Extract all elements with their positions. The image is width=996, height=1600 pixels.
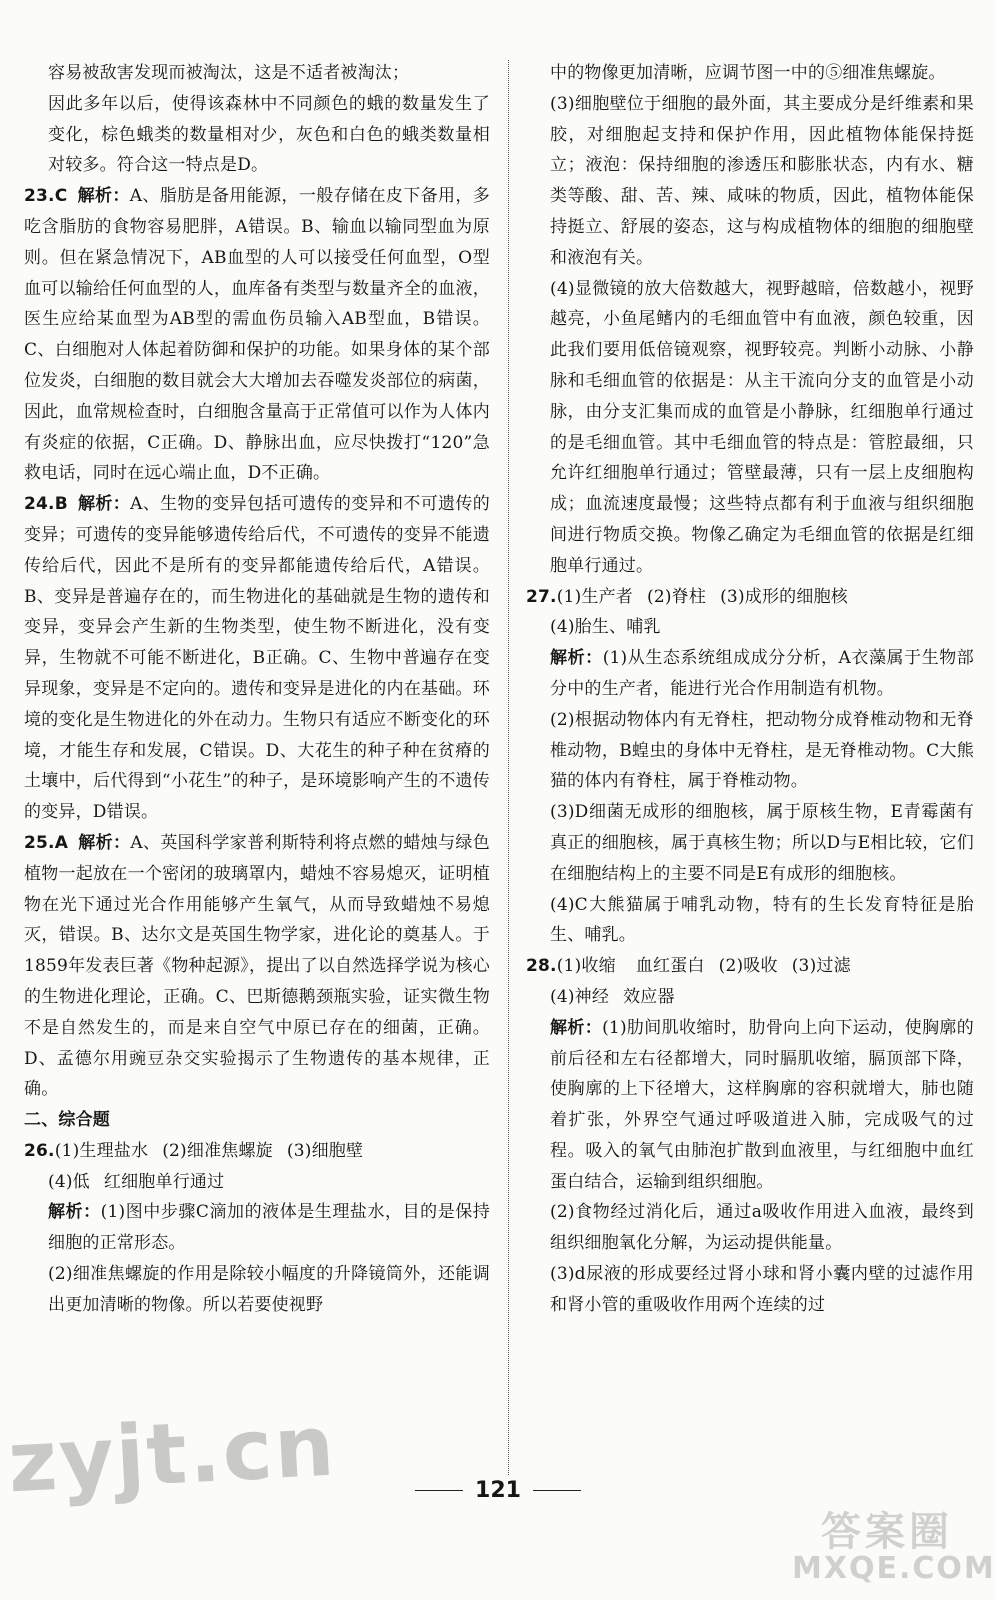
column-divider (508, 60, 509, 1475)
answers-line (526, 612, 974, 643)
analysis-text: (3)d尿液的形成要经过肾小球和肾小囊内壁的过滤作用和肾小管的重吸收作用两个连续的过 (550, 1264, 974, 1315)
analysis-text: A、英国科学家普利斯特利将点燃的蜡烛与绿色植物一起放在一个密闭的玻璃罩内，蜡烛不容易熄灭，证明植物在光下通过光合作用能够产生氧气，从而导致蜡烛不易熄灭，错误。B、达尔文是英国生物学家，进化论的奠基人。于1859年发表巨著《物种起源》，提出了以自然选择学说为核心的生物进化理论，正确。C、巴斯德鹅颈瓶实验，证实微生物不是自然发生的，而是来自空气中原已存在的细菌，正确。D、孟德尔用豌豆杂交实验揭示了生物遗传的基本规律，正确。 (24, 832, 490, 1100)
answers-line (24, 1136, 490, 1167)
answer-blank: (1)生产者 (556, 586, 633, 607)
left-column (24, 58, 490, 1321)
analysis-text: 中的物像更加清晰，应调节图一中的⑤细准焦螺旋。 (550, 63, 946, 83)
question-27 (526, 582, 974, 952)
answer-blank: (3)成形的细胞核 (720, 586, 848, 607)
answer-blank: (2)脊柱 (647, 586, 707, 607)
footer-rule-left (415, 1490, 463, 1491)
answers-line (24, 1167, 490, 1198)
analysis-label: 解析： (48, 1202, 101, 1223)
right-column (526, 58, 974, 1321)
answer-blank: (2)吸收 (718, 956, 778, 977)
answers-line (526, 582, 974, 613)
answer-blank: (4)神经 (550, 986, 610, 1007)
question-number: 23. (24, 186, 55, 207)
section-heading: 二、综合题 (24, 1110, 110, 1131)
answers-line (526, 951, 974, 982)
text-line: 因此多年以后，使得该森林中不同颜色的蛾的数量发生了变化，棕色蛾类的数量相对少，灰色和白色的蛾类数量相对较多。符合这一特点是D。 (48, 93, 490, 176)
analysis-label: 解析： (78, 832, 131, 853)
analysis-block (24, 1197, 490, 1320)
analysis-text: (1)肋间肌收缩时，肋骨向上向下运动，使胸廓的前后径和左右径都增大，同时膈肌收缩，膈顶部下降，使胸廓的上下径增大，这样胸廓的容积就增大，肺也随着扩张，外界空气通过呼吸道进入肺，完成吸气的过程。吸入的氧气由肺泡扩散到血液里，与红细胞中血红蛋白结合，运输到组织细胞。 (550, 1017, 974, 1192)
analysis-text: (1)从生态系统组成成分分析，A衣藻属于生物部分中的生产者，能进行光合作用制造有机物。 (550, 648, 974, 699)
answer-letter: B (54, 494, 68, 515)
continued-paragraph (526, 58, 974, 582)
analysis-block (526, 1013, 974, 1321)
answer-letter: A (54, 832, 69, 853)
question-24 (24, 489, 490, 828)
watermark-zyjt: zyjt.cn (5, 1396, 339, 1512)
answer-blank: (1)生理盐水 (54, 1140, 149, 1161)
analysis-label: 解析： (77, 186, 130, 207)
analysis-text: (4)显微镜的放大倍数越大，视野越暗，倍数越小，视野越亮，小鱼尾鳍内的毛细血管中有血液，颜色较重，因此我们要用低倍镜观察，视野较亮。判断小动脉、小静脉和毛细血管的依据是：从主干流向分支的血管是小动脉，由分支汇集而成的血管是小静脉，红细胞单行通过的是毛细血管。其中毛细血管的特点是：管腔最细，只允许红细胞单行通过；管壁最薄，只有一层上皮细胞构成；血流速度最慢；这些特点都有利于血液与组织细胞间进行物质交换。物像乙确定为毛细血管的依据是红细胞单行通过。 (550, 278, 974, 576)
watermark-logo-text: 答案圈 (821, 1509, 953, 1555)
analysis-label: 解析： (77, 494, 131, 515)
question-25 (24, 828, 490, 1105)
analysis-text: (4)C大熊猫属于哺乳动物，特有的生长发育特征是胎生、哺乳。 (550, 894, 974, 946)
answer-blank: 血红蛋白 (635, 956, 705, 977)
question-26 (24, 1136, 490, 1321)
answer-blank: (3)过滤 (791, 956, 851, 977)
answer-blank: (4)低 (48, 1171, 90, 1192)
question-23 (24, 181, 490, 489)
answer-blank: (2)细准焦螺旋 (162, 1140, 273, 1161)
analysis-text: (1)图中步骤C滴加的液体是生理盐水，目的是保持细胞的正常形态。 (48, 1202, 490, 1254)
answer-blank: (1)收缩 (556, 956, 616, 977)
analysis-label: 解析： (550, 1017, 603, 1038)
question-number: 24. (24, 494, 55, 515)
watermark-mxqe-logo (792, 1500, 996, 1590)
footer-rule-right (533, 1490, 581, 1491)
watermark-logo-domain: MXQE.COM (792, 1551, 996, 1586)
analysis-text: (2)根据动物体内有无脊柱，把动物分成脊椎动物和无脊椎动物，B蝗虫的身体中无脊柱，是无脊椎动物。C大熊猫的体内有脊柱，属于脊椎动物。 (550, 709, 974, 792)
answer-blank: 效应器 (623, 986, 675, 1007)
answer-blank: (4)胎生、哺乳 (550, 617, 661, 638)
analysis-text: (2)细准焦螺旋的作用是除较小幅度的升降镜筒外，还能调出更加清晰的物像。所以若要使视野 (48, 1264, 490, 1315)
question-number: 26. (24, 1140, 55, 1161)
analysis-block (526, 643, 974, 951)
answer-letter: C (54, 186, 68, 207)
question-number: 27. (526, 586, 557, 607)
analysis-text: (3)D细菌无成形的细胞核，属于原核生物，E青霉菌有真正的细胞核，属于真核生物；所以D与E相比较，它们在细胞结构上的主要不同是E有成形的细胞核。 (550, 802, 974, 884)
question-28 (526, 951, 974, 1321)
answers-line (526, 982, 974, 1013)
answer-blank: 红细胞单行通过 (103, 1171, 225, 1192)
analysis-text: (2)食物经过消化后，通过a吸收作用进入血液，最终到组织细胞氧化分解，为运动提供能量。 (550, 1202, 974, 1254)
analysis-text: A、脂肪是备用能源，一般存储在皮下备用，多吃含脂肪的食物容易肥胖，A错误。B、输血以输同型血为原则。但在紧急情况下，AB血型的人可以接受任何血型，O型血可以输给任何血型的人，血库备有类型与数量齐全的血液，医生应给某血型为AB型的需血伤员输入AB型血，B错误。C、白细胞对人体起着防御和保护的功能。如果身体的某个部位发炎，白细胞的数目就会大大增加去吞噬发炎部位的病菌，因此，血常规检查时，白细胞含量高于正常值可以作为人体内有炎症的依据，C正确。D、静脉出血，应尽快拨打“120”急救电话，同时在远心端止血，D不正确。 (24, 186, 490, 484)
analysis-label: 解析： (550, 648, 603, 669)
page-number: 121 (475, 1477, 521, 1503)
question-number: 28. (526, 956, 557, 977)
continued-paragraph (24, 58, 490, 181)
question-number: 25. (24, 832, 55, 853)
analysis-text: A、生物的变异包括可遗传的变异和不可遗传的变异；可遗传的变异能够遗传给后代，不可遗传的变异不能遗传给后代，因此不是所有的变异都能遗传给后代，A错误。B、变异是普遍存在的，而生物进化的基础就是生物的遗传和变异，变异会产生新的生物类型，使生物不断进化，没有变异，生物就不可能不断进化，B正确。C、生物中普遍存在变异现象，变异是不定向的。遗传和变异是进化的内在基础。环境的变化是生物进化的外在动力。生物只有适应不断变化的环境，才能生存和发展，C错误。D、大花生的种子种在贫瘠的土壤中，后代得到“小花生”的种子，是环境影响产生的不遗传的变异，D错误。 (24, 494, 490, 823)
analysis-text: (3)细胞壁位于细胞的最外面，其主要成分是纤维素和果胶，对细胞起支持和保护作用，因此植物体能保持挺立；液泡：保持细胞的渗透压和膨胀状态，内有水、糖类等酸、甜、苦、辣、咸味的物质，因此，植物体能保持挺立、舒展的姿态，这与构成植物体的细胞的细胞壁和液泡有关。 (550, 93, 974, 268)
text-line: 容易被敌害发现而被淘汰，这是不适者被淘汰； (48, 63, 410, 83)
answer-blank: (3)细胞壁 (286, 1140, 364, 1161)
